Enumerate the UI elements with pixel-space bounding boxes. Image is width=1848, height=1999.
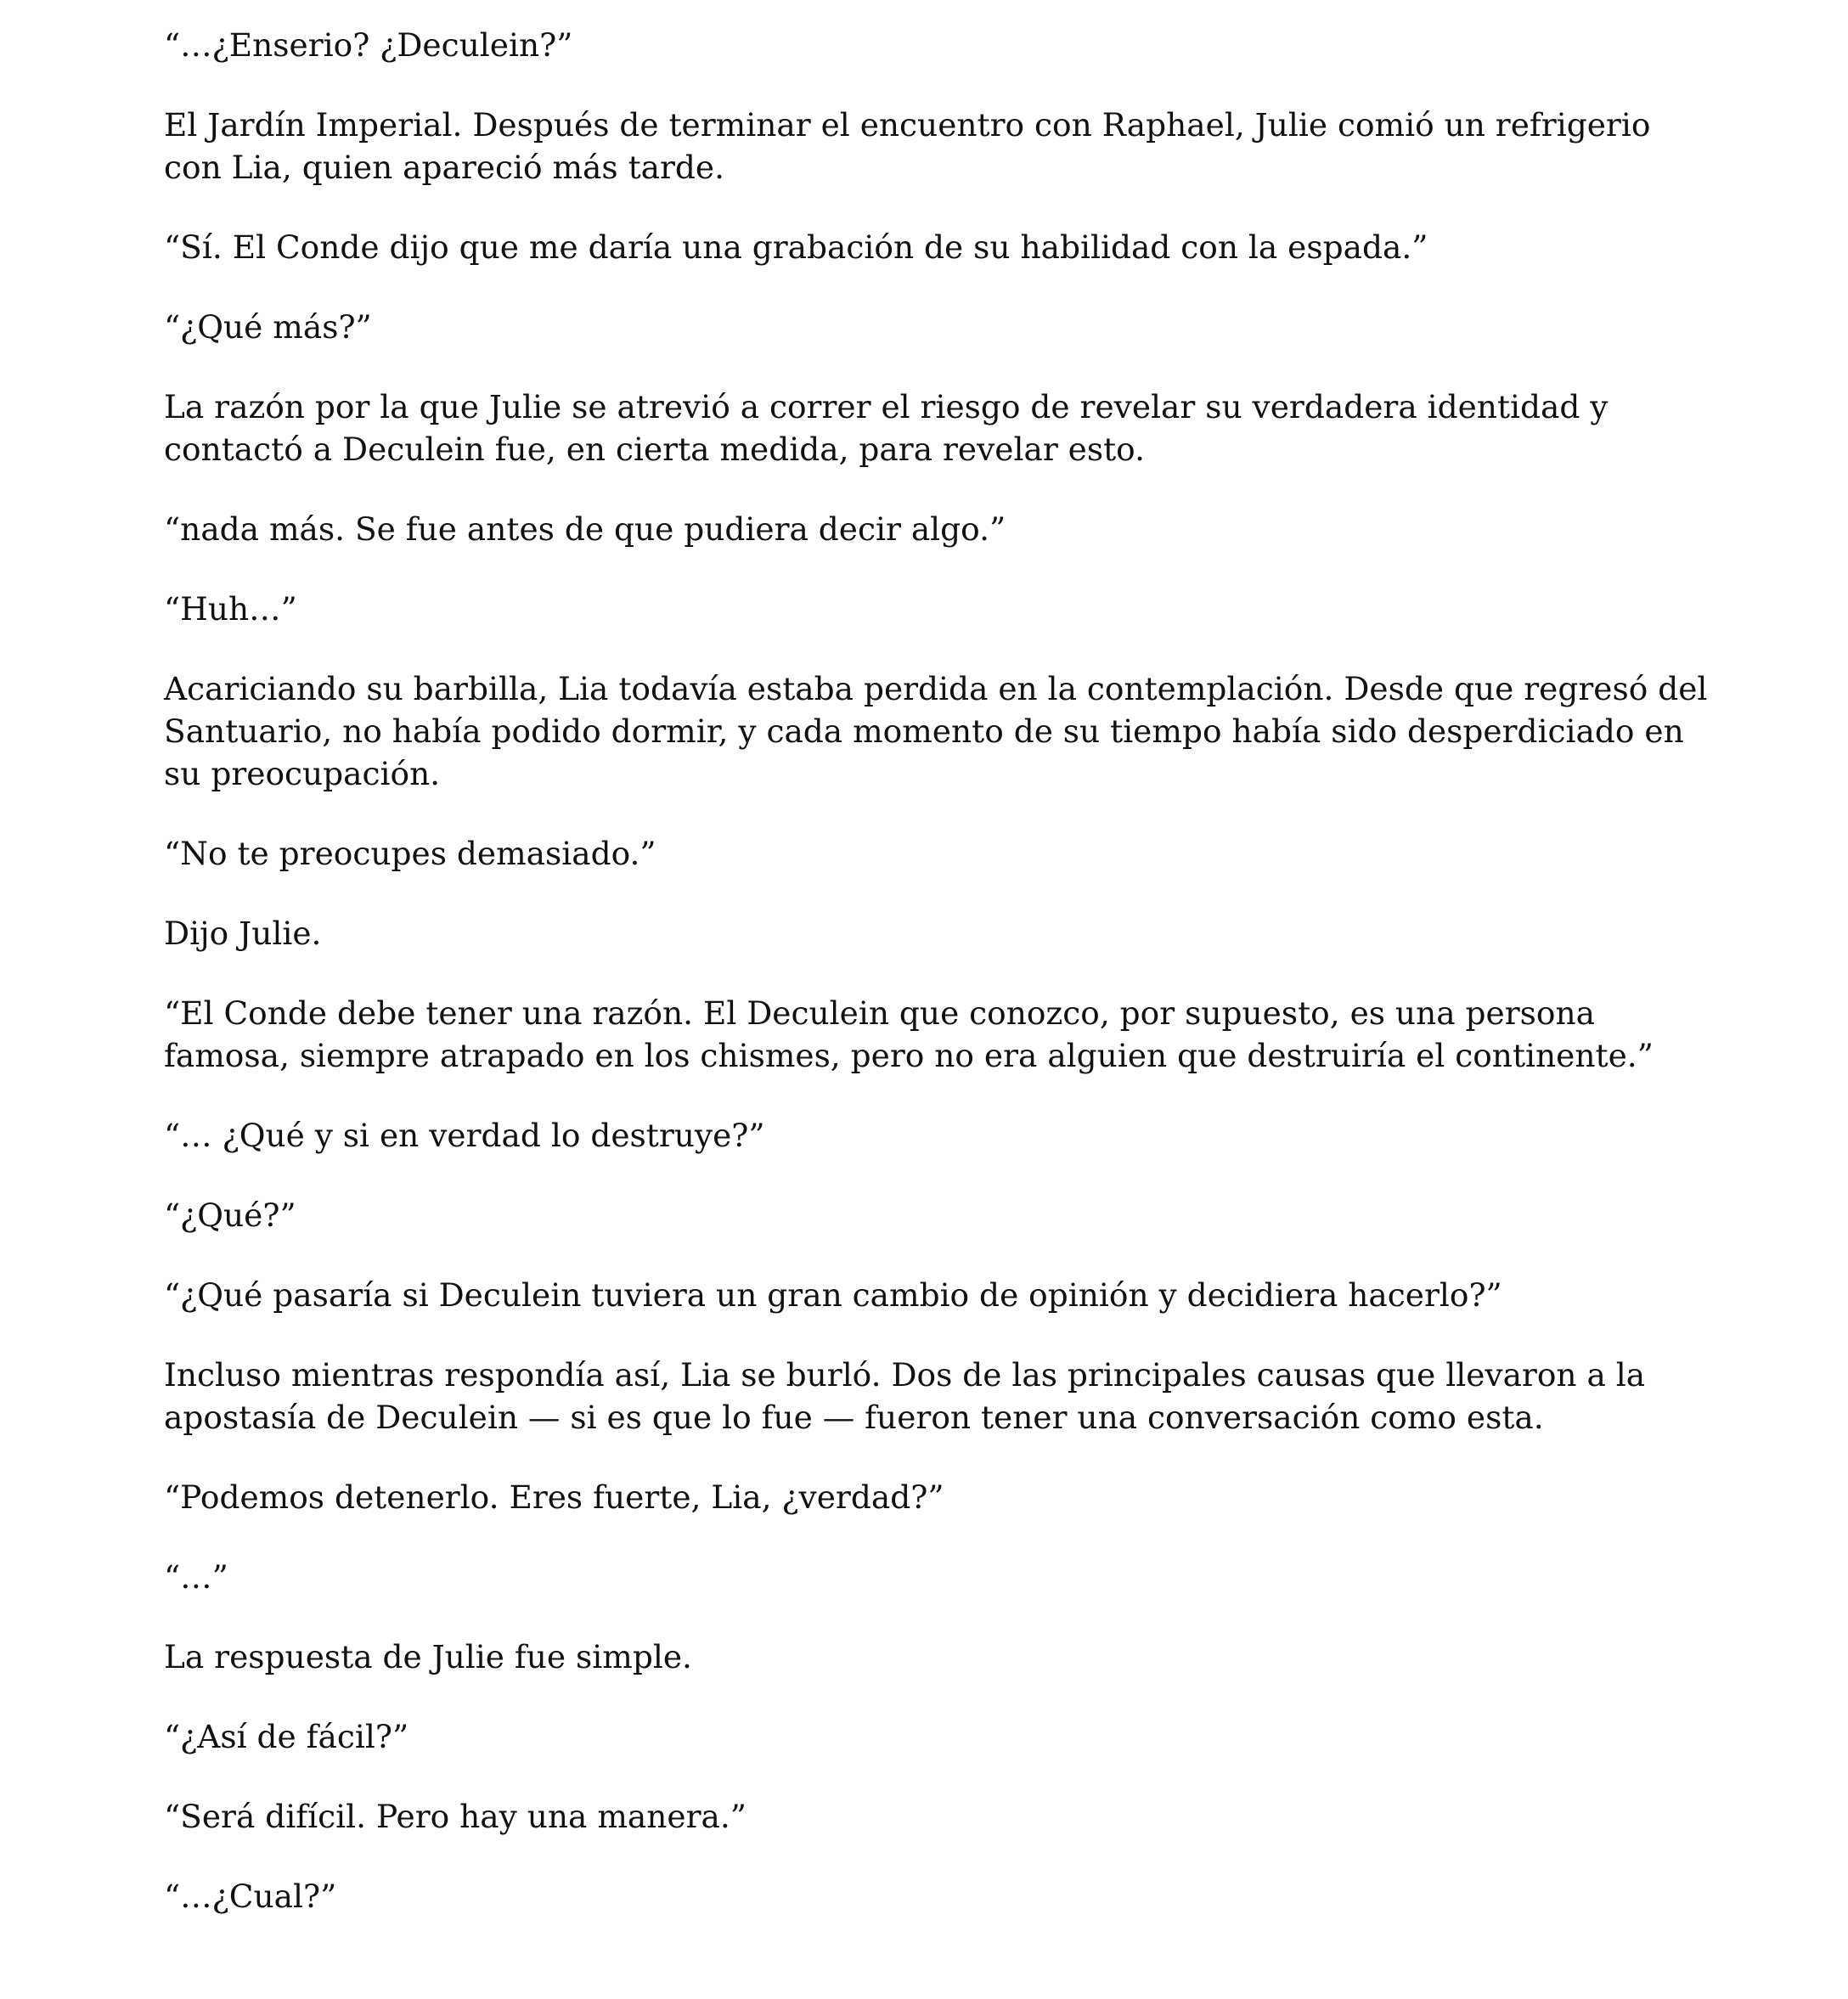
paragraph: Incluso mientras respondía así, Lia se burló. Dos de las principales causas que llevaron a la apostasía de Deculein — si es que lo fue — fueron tener una conversación como esta. <box>164 1356 1646 1436</box>
paragraph: Dijo Julie. <box>164 915 322 952</box>
paragraph: “Será difícil. Pero hay una manera.” <box>164 1798 747 1835</box>
paragraph: La razón por la que Julie se atrevió a correr el riesgo de revelar su verdadera identidad y contactó a Deculein fue, en cierta medida, para revelar esto. <box>164 388 1609 468</box>
paragraph: “nada más. Se fue antes de que pudiera decir algo.” <box>164 510 1006 548</box>
paragraph: “¿Así de fácil?” <box>164 1718 409 1755</box>
paragraph: “Podemos detenerlo. Eres fuerte, Lia, ¿verdad?” <box>164 1478 944 1516</box>
document-page <box>164 24 1718 1955</box>
paragraph: “… ¿Qué y si en verdad lo destruye?” <box>164 1117 765 1154</box>
paragraph: “Huh…” <box>164 590 297 628</box>
paragraph: Acariciando su barbilla, Lia todavía estaba perdida en la contemplación. Desde que regresó del Santuario, no había podido dormir, y cada momento de su tiempo había sido desperdiciado en su preocupación. <box>164 670 1708 792</box>
paragraph: El Jardín Imperial. Después de terminar el encuentro con Raphael, Julie comió un refrigerio con Lia, quien apareció más tarde. <box>164 106 1651 186</box>
paragraph: “…” <box>164 1558 228 1596</box>
paragraph: “…¿Enserio? ¿Deculein?” <box>164 26 573 64</box>
paragraph: “El Conde debe tener una razón. El Deculein que conozco, por supuesto, es una persona famosa, siempre atrapado en los chismes, pero no era alguien que destruiría el continente.” <box>164 994 1654 1074</box>
paragraph: “¿Qué pasaría si Deculein tuviera un gran cambio de opinión y decidiera hacerlo?” <box>164 1276 1502 1314</box>
paragraph: “No te preocupes demasiado.” <box>164 835 656 872</box>
paragraph: “¿Qué más?” <box>164 308 372 346</box>
paragraph: “…¿Cual?” <box>164 1878 337 1915</box>
paragraph: La respuesta de Julie fue simple. <box>164 1638 692 1675</box>
paragraph: “Sí. El Conde dijo que me daría una grabación de su habilidad con la espada.” <box>164 228 1428 266</box>
paragraph: “¿Qué?” <box>164 1197 296 1234</box>
